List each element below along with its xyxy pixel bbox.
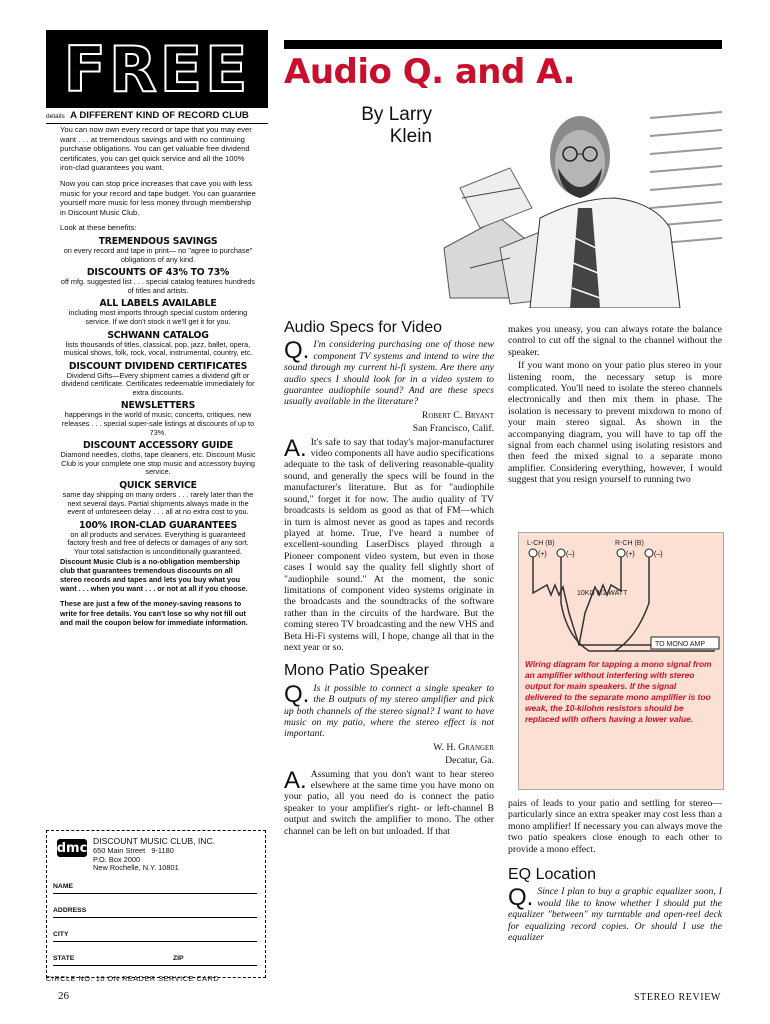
answer-text: A. Assuming that you don't want to hear stereo elsewhere at the same time you have mono on your patio, all you need do is connect the patio speaker to your amplifier's right- or left-channel B output and switch the amplifier to mono. The other channel can be left on but unloaded. If that	[284, 766, 494, 837]
zip-label: ZIP	[173, 955, 184, 962]
q-dropcap: Q.	[284, 680, 310, 708]
benefit-text: happenings in the world of music; concerts, critiques, new releases . . . special super-sale listings at discounts of up to 73%.	[61, 410, 255, 437]
rch-minus: (–)	[654, 551, 663, 558]
byline: By Larry Klein	[361, 104, 432, 147]
benefit-heading: DISCOUNT ACCESSORY GUIDE	[82, 440, 234, 452]
benefit-heading: SCHWANN CATALOG	[107, 329, 209, 341]
discount-music-club-ad	[46, 30, 268, 976]
benefit-text: Diamond needles, cloths, tape cleaners, etc. Discount Music Club is your complete one stop music and accessory buying service.	[60, 450, 256, 477]
page-number: 26	[58, 990, 69, 1002]
benefit-item	[60, 267, 256, 295]
club-dept: 9-1180	[151, 845, 174, 855]
ad-paragraph: Look at these benefits:	[60, 223, 137, 233]
question-author: W. H. Granger	[433, 741, 494, 753]
address-label: ADDRESS	[53, 907, 87, 914]
wiring-diagram	[518, 532, 724, 790]
rch-label: R-CH (B)	[615, 540, 644, 547]
answer-text: pairs of leads to your patio and settling for stereo—particularly since an extra speaker may cost less than a mono amplifier! If necessary you can always move the two patio speakers close enough to each other to provide a mono effect.	[508, 798, 722, 855]
q-dropcap: Q.	[508, 884, 534, 912]
coupon-address	[93, 837, 215, 873]
ad-subhead	[46, 110, 268, 124]
mail-coupon[interactable]	[46, 830, 266, 978]
benefit-item	[60, 236, 256, 264]
resistor-label: 10KΩ 1/2 WATT	[577, 590, 628, 597]
answer-text: A. It's safe to say that today's major-manufacturer video components all have audio specifications adequate to the task of delivering reasonable-quality sound, and generally the specs will be found in the manufacturer's literature. But as for "audiophile sound," forget it for now. The audio quality of TV broadcasts is seldom as good as that of FM—which in turn is almost never as good as tapes and records played at home. True, I've heard a number of excellent-sounding LaserDiscs played through a Pioneer component video system, but even in those cases I would say the quality fell slightly short of "audiophile sound." At the moment, the sonic limitations of component video systems originate in the broadcasts and the soundtracks of the software rather than in the circuits of the hardware. But the coming stereo TV broadcasting and the new VHS and Beta Hi-Fi systems will, I hope, change all that in the next year or so.	[284, 434, 494, 653]
benefit-heading: 100% IRON-CLAD GUARANTEES	[79, 519, 237, 531]
question-city: Decatur, Ga.	[445, 755, 494, 767]
benefit-text: same day shipping on many orders . . . rarely later than the next several days. Partial shipments always made in the event of unforeseen delay . . . all at no extra cost to you.	[62, 490, 254, 517]
question-author: Robert C. Bryant	[421, 409, 494, 421]
article-column-2	[508, 324, 722, 488]
club-name: DISCOUNT MUSIC CLUB, INC.	[93, 836, 216, 846]
benefit-text: including most imports through special custom ordering service. If we don't stock it we'll get it for you.	[68, 308, 248, 326]
benefit-heading: QUICK SERVICE	[119, 480, 197, 492]
benefit-heading: DISCOUNT DIVIDEND CERTIFICATES	[68, 360, 248, 372]
mono-amp-label: TO MONO AMP	[655, 641, 706, 648]
answer-text: makes you uneasy, you can always rotate the balance control to cut off the signal to the channel without the speaker.	[508, 324, 722, 358]
name-label: NAME	[53, 883, 74, 890]
a-dropcap: A.	[284, 434, 307, 462]
city-field[interactable]	[53, 931, 257, 942]
question-text: Q. I'm considering purchasing one of those new component TV systems and intend to wire the sound through my current hi-fi system. Are there any audio specs I should look for in a video system to guarantee audiophile sound? And are these specs usually available in the literature?	[284, 337, 494, 408]
address-field[interactable]	[53, 907, 257, 918]
club-street: 650 Main Street	[93, 845, 146, 855]
state-label: STATE	[53, 955, 75, 962]
article-column-1	[284, 319, 494, 839]
page-title: Audio Q. and A.	[284, 52, 576, 92]
lch-label: L-CH (B)	[527, 540, 555, 547]
answer-text: If you want mono on your patio plus stereo in your listening room, the necessary setup is more complicated. You'll need to isolate the stereo channels electronically and then mix them in phase. The isolation is necessary to prevent mixdown to mono of your main stereo signal. As shown in the accompanying diagram, you will have to tap off the signal from each channel using isolating resistors and then feed the mixed signal to a separate mono amplifier. Considering everything, however, I would suggest that you resign yourself to running two	[508, 360, 722, 486]
author-photo	[440, 98, 722, 308]
club-po: P.O. Box 2000	[93, 854, 141, 864]
free-headline: FREE	[63, 32, 251, 106]
city-label: CITY	[53, 931, 69, 938]
ad-subhead-small: details	[46, 113, 65, 120]
benefit-item	[60, 400, 256, 437]
question-text: Q. Since I plan to buy a graphic equalizer soon, I would like to know whether I should put the equalizer "between" my turntable and open-reel deck for equalizing record copies. Or should I use the equalizer	[508, 884, 722, 944]
benefit-item	[60, 298, 256, 326]
benefit-heading: ALL LABELS AVAILABLE	[99, 298, 217, 310]
ad-paragraph: You can now own every record or tape that you may ever want . . . at tremendous savings and with no continuing purchase obligations. You can get valuable free dividend certificates, you can get quick service and all the 100% iron-clad guarantees you want.	[60, 125, 252, 173]
section-title: EQ Location	[508, 866, 597, 884]
benefit-text: off mfg. suggested list . . . special catalog features hundreds of titles and artists.	[60, 277, 256, 295]
question-text: Q. Is it possible to connect a single speaker to the B outputs of my stereo amplifier and pick up both channels of the stereo signal? I want to have music on my patio, where the stereo effect is not important.	[284, 680, 494, 740]
benefit-item	[60, 520, 256, 557]
ad-closing: These are just a few of the money-saving reasons to write for free details. You can't lose so why not fill out and mail the coupon below for immediate information.	[60, 599, 248, 627]
q-dropcap: Q.	[284, 337, 310, 365]
benefit-text: Dividend Gifts—Every shipment carries a dividend gift or dividend certificate. Certificates redeemable immediately for extra discounts.	[61, 370, 255, 397]
benefit-item	[60, 361, 256, 398]
benefit-heading: NEWSLETTERS	[120, 400, 196, 412]
ad-paragraph: Now you can stop price increases that cave you with less music for your record and tape budget. You can guarantee yourself more music for less money through membership in Discount Music Club.	[60, 178, 256, 217]
section-title: Audio Specs for Video	[284, 319, 443, 336]
benefit-heading: DISCOUNTS OF 43% TO 73%	[86, 267, 230, 279]
free-banner	[46, 30, 268, 108]
state-zip-field[interactable]	[53, 955, 257, 966]
ad-closing: Discount Music Club is a no-obligation membership club that guarantees tremendous discounts on all stereo records and tapes and lets you buy what you want . . . when you want . . . or not at all if you choose.	[60, 556, 248, 594]
ad-body	[60, 125, 256, 633]
article-column-2-lower	[508, 798, 722, 945]
benefit-text: on every record and tape in print— no "agree to purchase" obligations of any kind.	[63, 245, 253, 264]
ad-subhead-text: A DIFFERENT KIND OF RECORD CLUB	[70, 110, 249, 121]
title-rule	[284, 40, 722, 49]
a-dropcap: A.	[284, 766, 307, 794]
magazine-name: STEREO REVIEW	[634, 992, 721, 1003]
lch-plus: (+)	[538, 551, 547, 558]
reader-service-note: CIRCLE NO. 10 ON READER SERVICE CARD	[46, 974, 220, 983]
club-city: New Rochelle, N.Y. 10801	[93, 863, 179, 873]
name-field[interactable]	[53, 883, 257, 894]
diagram-caption: Wiring diagram for tapping a mono signal from an amplifier without interfering with stereo output for main speakers. If the signal delivered to the separate mono amplifier is too weak, the 10-kilohm resistors should be replaced with others having a lower value.	[525, 659, 712, 724]
benefit-text: on all products and services. Everything is guaranteed factory fresh and free of defects or damages of any sort. Your total satisfaction is unconditionally guaranteed.	[67, 529, 249, 556]
benefit-item	[60, 440, 256, 477]
section-title: Mono Patio Speaker	[284, 662, 429, 680]
rch-plus: (+)	[626, 551, 635, 558]
lch-minus: (–)	[566, 551, 575, 558]
question-city: San Francisco, Calif.	[412, 423, 494, 435]
benefit-text: lists thousands of titles, classical, pop, jazz, ballet, opera, musical shows, folk, rock, vocal, instrumental, country, etc.	[63, 339, 253, 358]
benefit-item	[60, 330, 256, 358]
benefit-heading: TREMENDOUS SAVINGS	[98, 235, 218, 247]
benefit-item	[60, 480, 256, 517]
dmc-logo: dmc	[56, 840, 88, 856]
